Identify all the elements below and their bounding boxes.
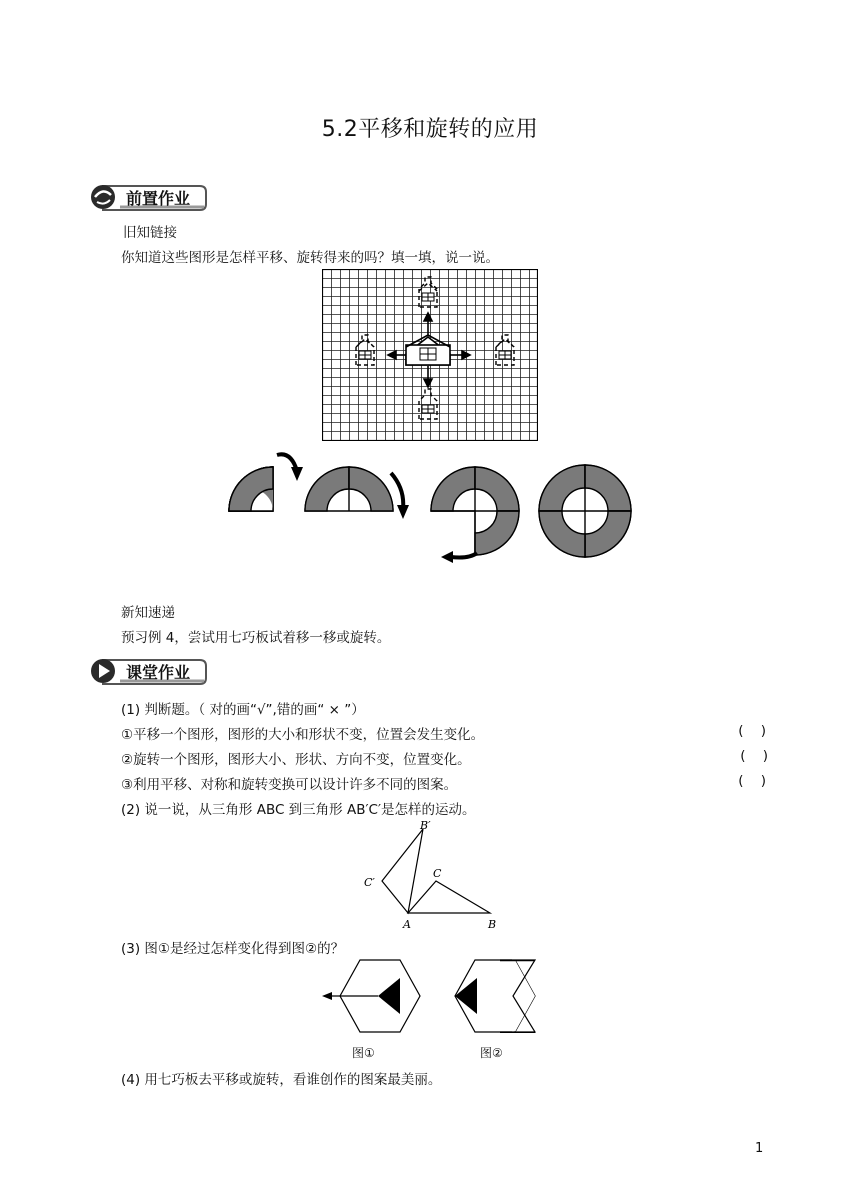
grid-translation-figure xyxy=(322,269,538,441)
label-C-prime: C′ xyxy=(364,876,375,889)
class-homework-label: 课堂作业 xyxy=(126,663,191,682)
label-A: A xyxy=(403,918,411,931)
rotate-arrow-3 xyxy=(451,553,477,558)
pre-homework-label: 前置作业 xyxy=(126,189,191,208)
review-heading: 旧知链接 xyxy=(123,225,177,241)
q2-heading: (2) 说一说，从三角形 ABC 到三角形 AB′C′是怎样的运动。 xyxy=(121,802,476,818)
review-question: 你知道这些图形是怎样平移、旋转得来的吗？填一填，说一说。 xyxy=(121,250,499,266)
answer-blank-1[interactable]: ( ) xyxy=(738,723,766,739)
caption-figure-2: 图② xyxy=(480,1046,503,1060)
label-B: B xyxy=(488,918,497,931)
page-number: 1 xyxy=(755,1141,764,1156)
class-homework-badge xyxy=(90,655,210,687)
q1-item-1: ①平移一个图形，图形的大小和形状不变，位置会发生变化。 xyxy=(121,727,485,743)
caption-figure-1: 图① xyxy=(352,1046,375,1060)
q1-item-2: ②旋转一个图形，图形大小、形状、方向不变，位置变化。 xyxy=(121,752,471,768)
answer-blank-3[interactable]: ( ) xyxy=(738,773,766,789)
triangle-rotation-figure xyxy=(358,815,508,935)
answer-blank-2[interactable]: ( ) xyxy=(740,748,768,764)
q1-item-3: ③利用平移、对称和旋转变换可以设计许多不同的图案。 xyxy=(121,777,458,793)
new-knowledge-text: 预习例 4，尝试用七巧板试着移一移或旋转。 xyxy=(121,630,391,646)
q4-heading: (4) 用七巧板去平移或旋转，看谁创作的图案最美丽。 xyxy=(121,1072,442,1088)
q1-heading: (1) 判断题。（ 对的画“√”,错的画“ × ”） xyxy=(121,702,365,718)
label-C: C xyxy=(433,867,442,880)
page-title: 5.2平移和旋转的应用 xyxy=(321,117,539,142)
hexagon-2-notch xyxy=(500,958,542,1036)
q3-heading: (3) 图①是经过怎样变化得到图②的？ xyxy=(121,941,345,957)
new-knowledge-heading: 新知速递 xyxy=(121,605,175,621)
pre-homework-badge xyxy=(90,181,210,213)
label-B-prime: B′ xyxy=(420,819,431,832)
rotation-sequence-figure xyxy=(225,445,640,565)
